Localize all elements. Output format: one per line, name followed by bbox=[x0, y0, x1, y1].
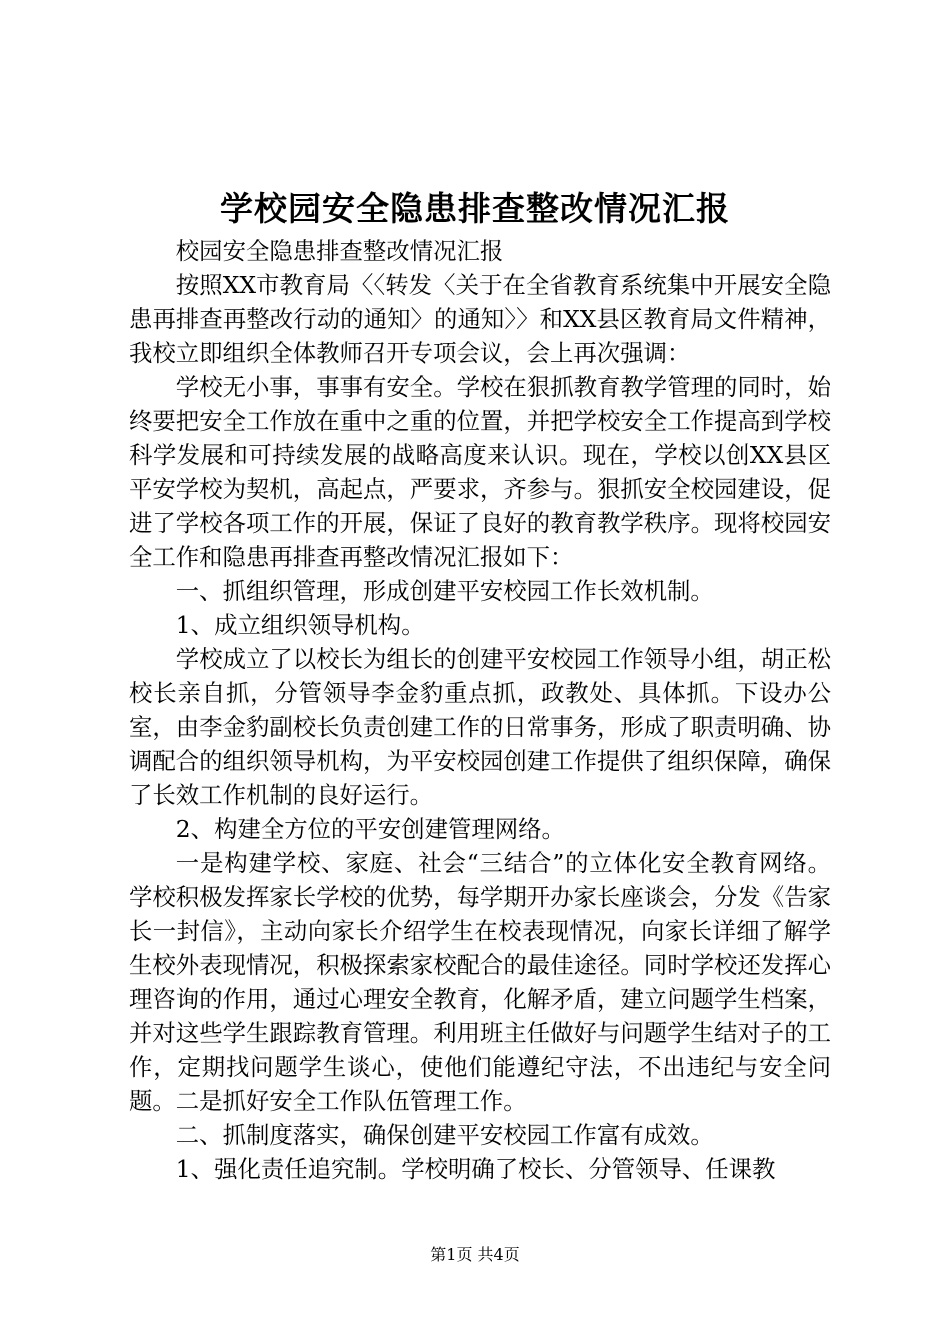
subsection-heading: 1、成立组织领导机构。 bbox=[175, 611, 425, 639]
paragraph: 学校无小事，事事有安全。学校在狠抓教育教学管理的同时，始终要把安全工作放在重中之重的位置，并把学校安全工作提高到学校科学发展和可持续发展的战略高度来认识。现在，学校以创XX县区平安学校为契机，高起点，严要求，齐参与。狠抓安全校园建设，促进了学校各项工作的开展，保证了良好的教育教学秩序。现将校园安全工作和隐患再排查再整改情况汇报如下： bbox=[129, 373, 831, 571]
section-heading: 一、抓组织管理，形成创建平安校园工作长效机制。 bbox=[175, 577, 714, 605]
paragraph: 按照XX市教育局〈〈转发〈关于在全省教育系统集中开展安全隐患再排查再整改行动的通知〉的通知〉〉和XX县区教育局文件精神，我校立即组织全体教师召开专项会议，会上再次强调： bbox=[129, 271, 831, 367]
page-number-footer: 第1页 共4页 bbox=[430, 1245, 520, 1264]
document-body bbox=[129, 234, 831, 1186]
paragraph: 1、强化责任追究制。学校明确了校长、分管领导、任课教 bbox=[175, 1155, 776, 1183]
paragraph: 校园安全隐患排查整改情况汇报 bbox=[175, 237, 504, 265]
paragraph: 一是构建学校、家庭、社会“三结合”的立体化安全教育网络。学校积极发挥家长学校的优势，每学期开办家长座谈会，分发《告家长一封信》，主动向家长介绍学生在校表现情况，向家长详细了解学生校外表现情况，积极探索家校配合的最佳途径。同时学校还发挥心理咨询的作用，通过心理安全教育，化解矛盾，建立问题学生档案，并对这些学生跟踪教育管理。利用班主任做好与问题学生结对子的工作，定期找问题学生谈心，使他们能遵纪守法，不出违纪与安全问题。二是抓好安全工作队伍管理工作。 bbox=[129, 849, 831, 1115]
section-heading: 二、抓制度落实，确保创建平安校园工作富有成效。 bbox=[175, 1121, 714, 1149]
subsection-heading: 2、构建全方位的平安创建管理网络。 bbox=[175, 815, 565, 843]
document-title: 学校园安全隐患排查整改情况汇报 bbox=[220, 189, 730, 228]
paragraph: 学校成立了以校长为组长的创建平安校园工作领导小组，胡正松校长亲自抓，分管领导李金豹重点抓，政教处、具体抓。下设办公室，由李金豹副校长负责创建工作的日常事务，形成了职责明确、协调配合的组织领导机构，为平安校园创建工作提供了组织保障，确保了长效工作机制的良好运行。 bbox=[129, 645, 831, 809]
